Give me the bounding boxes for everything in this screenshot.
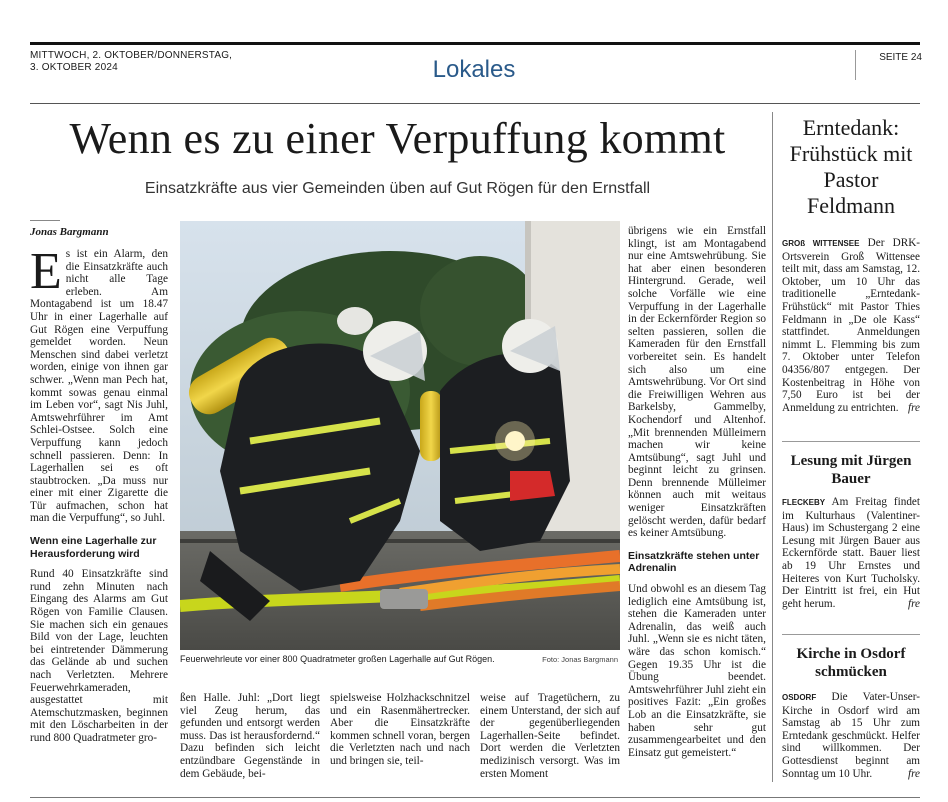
issue-date-line-2: 3. OKTOBER 2024 [30, 62, 118, 73]
sidebar-text-kirche: Die Vater-Unser-Kirche in Osdorf wird am Samstag ab 15 Uhr zum Erntedank geschmückt. Helfer sind willkommen. Der Gottesdienst beginnt am Sonntag um 10 Uhr. [782, 691, 921, 780]
photo-caption [180, 654, 620, 664]
sidebar-rule-2 [782, 634, 920, 635]
subheading-adrenalin: Einsatzkräfte stehen unter Adrenalin [628, 549, 760, 575]
sidebar-title-kirche: Kirche in Osdorf schmücken [796, 646, 906, 680]
article-author: Jonas Bargmann [30, 226, 109, 238]
paragraph-col1-2: Rund 40 Einsatzkräfte sind rund zehn Minuten nach Eingang des Alarms am Gut Rögen von Familie Clausen. Sie machen sich ein genaues Bild von der Lage, leuchten bei eintretender Dämmerung das Gelände ab und suchen nach Verletzten. Mehrere Feuerwehrkameraden, ausgestattet mit Atemschutzmasken, beginnen mit den Löscharbeiten in der rund 800 Quadratmeter gro- [30, 568, 168, 744]
header-rule [30, 103, 920, 104]
article-headline: Wenn es zu einer Verpuffung kommt [69, 114, 726, 163]
subheading-lagerhalle: Wenn eine Lagerhalle zur Herausforderung wird [30, 535, 157, 560]
article-column-3 [330, 692, 470, 768]
paragraph-col4: weise auf Tragetüchern, zu einem Unterstand, der sich auf der gegenüberliegenden Lagerhallen-Seite befindet. Dort werden die Verletzten medizinisch versorgt. Was im ersten Moment [480, 692, 620, 780]
article-column-2 [180, 692, 320, 780]
photo-credit: Foto: Jonas Bargmann [542, 655, 618, 664]
author-sign: fre [907, 767, 920, 780]
article-subheadline: Einsatzkräfte aus vier Gemeinden üben auf Gut Rögen für den Ernstfall [144, 180, 651, 197]
sidebar-rule-1 [782, 441, 920, 442]
paragraph-intro-text: s ist ein Alarm, den die Einsatzkräfte auch nicht alle Tage erleben. Am Montagabend ist um 18.47 Uhr in einer Lagerhalle auf Gut Rögen eine Verpuffung gemeldet worden. Neun Menschen sind dabei verletzt worden, einige von ihnen gar schwer. „Wenn man Pech hat, kommt sowas genau einmal im Leben vor“, sagt Nis Juhl, Amtswehrführer im Amt Schlei-Ostsee. Solch eine Verpuffung kann jedoch schnell passieren. Denn: In Lagerhallen sei es oft staubtrocken. „Da muss nur einer mit einer Zigarette die Tür aufmachen, schon hat man die Verpuffung“, so Juhl. [30, 248, 168, 525]
article-column-4 [480, 692, 620, 780]
sidebar-title-lesung: Lesung mit Jürgen Bauer [790, 453, 912, 487]
masthead-divider [855, 50, 856, 80]
paragraph-col5-2: Und obwohl es an diesem Tag lediglich eine Amtsübung ist, stehen die Kameraden unter Adrenalin, das weiß auch Juhl. „Wenn sie es nicht täten, wäre das schon komisch.“ Gegen 19.35 Uhr ist die Übung beendet. Amtswehrführer Juhl zieht ein positives Fazit: „Ein großes Lob an die Einsatzkräfte, sie haben sehr gut zusammengearbeitet und den Einsatz gut gemeistert.“ [628, 583, 766, 759]
author-rule [30, 220, 60, 221]
sidebar-title-erntedank: Erntedank: Frühstück mit Pastor Feldmann [789, 115, 913, 218]
photo-caption-text: Feuerwehrleute vor einer 800 Quadratmeter großen Lagerhalle auf Gut Rögen. [180, 654, 495, 664]
kicker-gross-wittensee: GROß WITTENSEE [782, 239, 860, 248]
sidebar-body-kirche [782, 691, 920, 780]
article-photo [180, 221, 620, 650]
drop-cap: E [30, 243, 62, 300]
paragraph-col3: spielsweise Holzhackschnitzel und ein Rasenmähertrecker. Aber die Einsatzkräfte kommen schnell voran, bergen die Verletzten nach und nach und bringen sie, teil- [330, 692, 470, 767]
sidebar-divider [772, 112, 773, 782]
paragraph-col2: ßen Halle. Juhl: „Dort liegt viel Zeug herum, das gefunden und entsorgt werden muss. Das ist herausfordernd.“ Dazu befinden sich leicht entzündbare Gegenstände in dem Gebäude, bei- [180, 692, 320, 780]
page-number: SEITE 24 [879, 52, 922, 63]
paragraph-col5-1: übrigens wie ein Ernstfall klingt, ist am Montagabend nur eine Amtswehrübung. Sie hat aber einen besonderen Hintergrund. Gerade, weil solche Vorfälle wie eine Verpuffung in der Lagerhalle in der Eckernförder Region so selten passieren, sollen die Kameraden für den Ernstfall vorbereitet sein. Es handelt sich also um eine Amtswehrübung. Vor Ort sind die Freiwilligen Wehren aus Barkelsby, Gammelby, Kochendorf und Altenhof. „Mit brennenden Mülleimern machen wir keine Amtsübung“, sagt Juhl und beginnt leicht zu grinsen. Denn brennende Mülleimer können auch mit weitaus weniger Einsatzkräften gelöscht werden, dafür bedarf es keiner Amtsübung. [628, 225, 766, 540]
article-column-5 [628, 225, 766, 759]
firefighters-photo [180, 221, 620, 650]
sidebar-body-lesung [782, 496, 920, 610]
kicker-osdorf: OSDORF [782, 693, 817, 702]
paragraph-intro [30, 243, 168, 525]
issue-date-line-1: MITTWOCH, 2. OKTOBER/DONNERSTAG, [30, 50, 233, 61]
sidebar-text-lesung: Am Freitag findet im Kulturhaus (Valentiner-Haus) im Schustergang 2 eine Lesung mit Jürgen Bauer aus Eckernförde statt. Bauer liest ab 19 Uhr Ernstes und Heiteres von Kurt Tucholsky. Der Eintritt ist frei, ein Hut geht herum. [782, 496, 920, 610]
kicker-fleckeby: FLECKEBY [782, 498, 826, 507]
section-title: Lokales [432, 56, 516, 83]
article-column-1 [30, 243, 168, 745]
author-sign: fre [907, 401, 920, 414]
bottom-rule [30, 797, 920, 798]
sidebar-body-erntedank [782, 237, 920, 414]
author-sign: fre [907, 597, 920, 610]
sidebar-text-erntedank: Der DRK-Ortsverein Groß Wittensee teilt mit, dass am Samstag, 12. Oktober, um 10 Uhr das traditionelle „Erntedank-Frühstück“ mit Pastor Thies Feldmann in „De ole Kass“ stattfindet. Anmeldungen nimmt L. Flemming bis zum 7. Oktober unter Telefon 04356/807 entgegen. Der Kostenbeitrag in Höhe von 7,50 Euro ist bei der Anmeldung zu entrichten. [782, 237, 921, 414]
top-rule [30, 42, 920, 45]
